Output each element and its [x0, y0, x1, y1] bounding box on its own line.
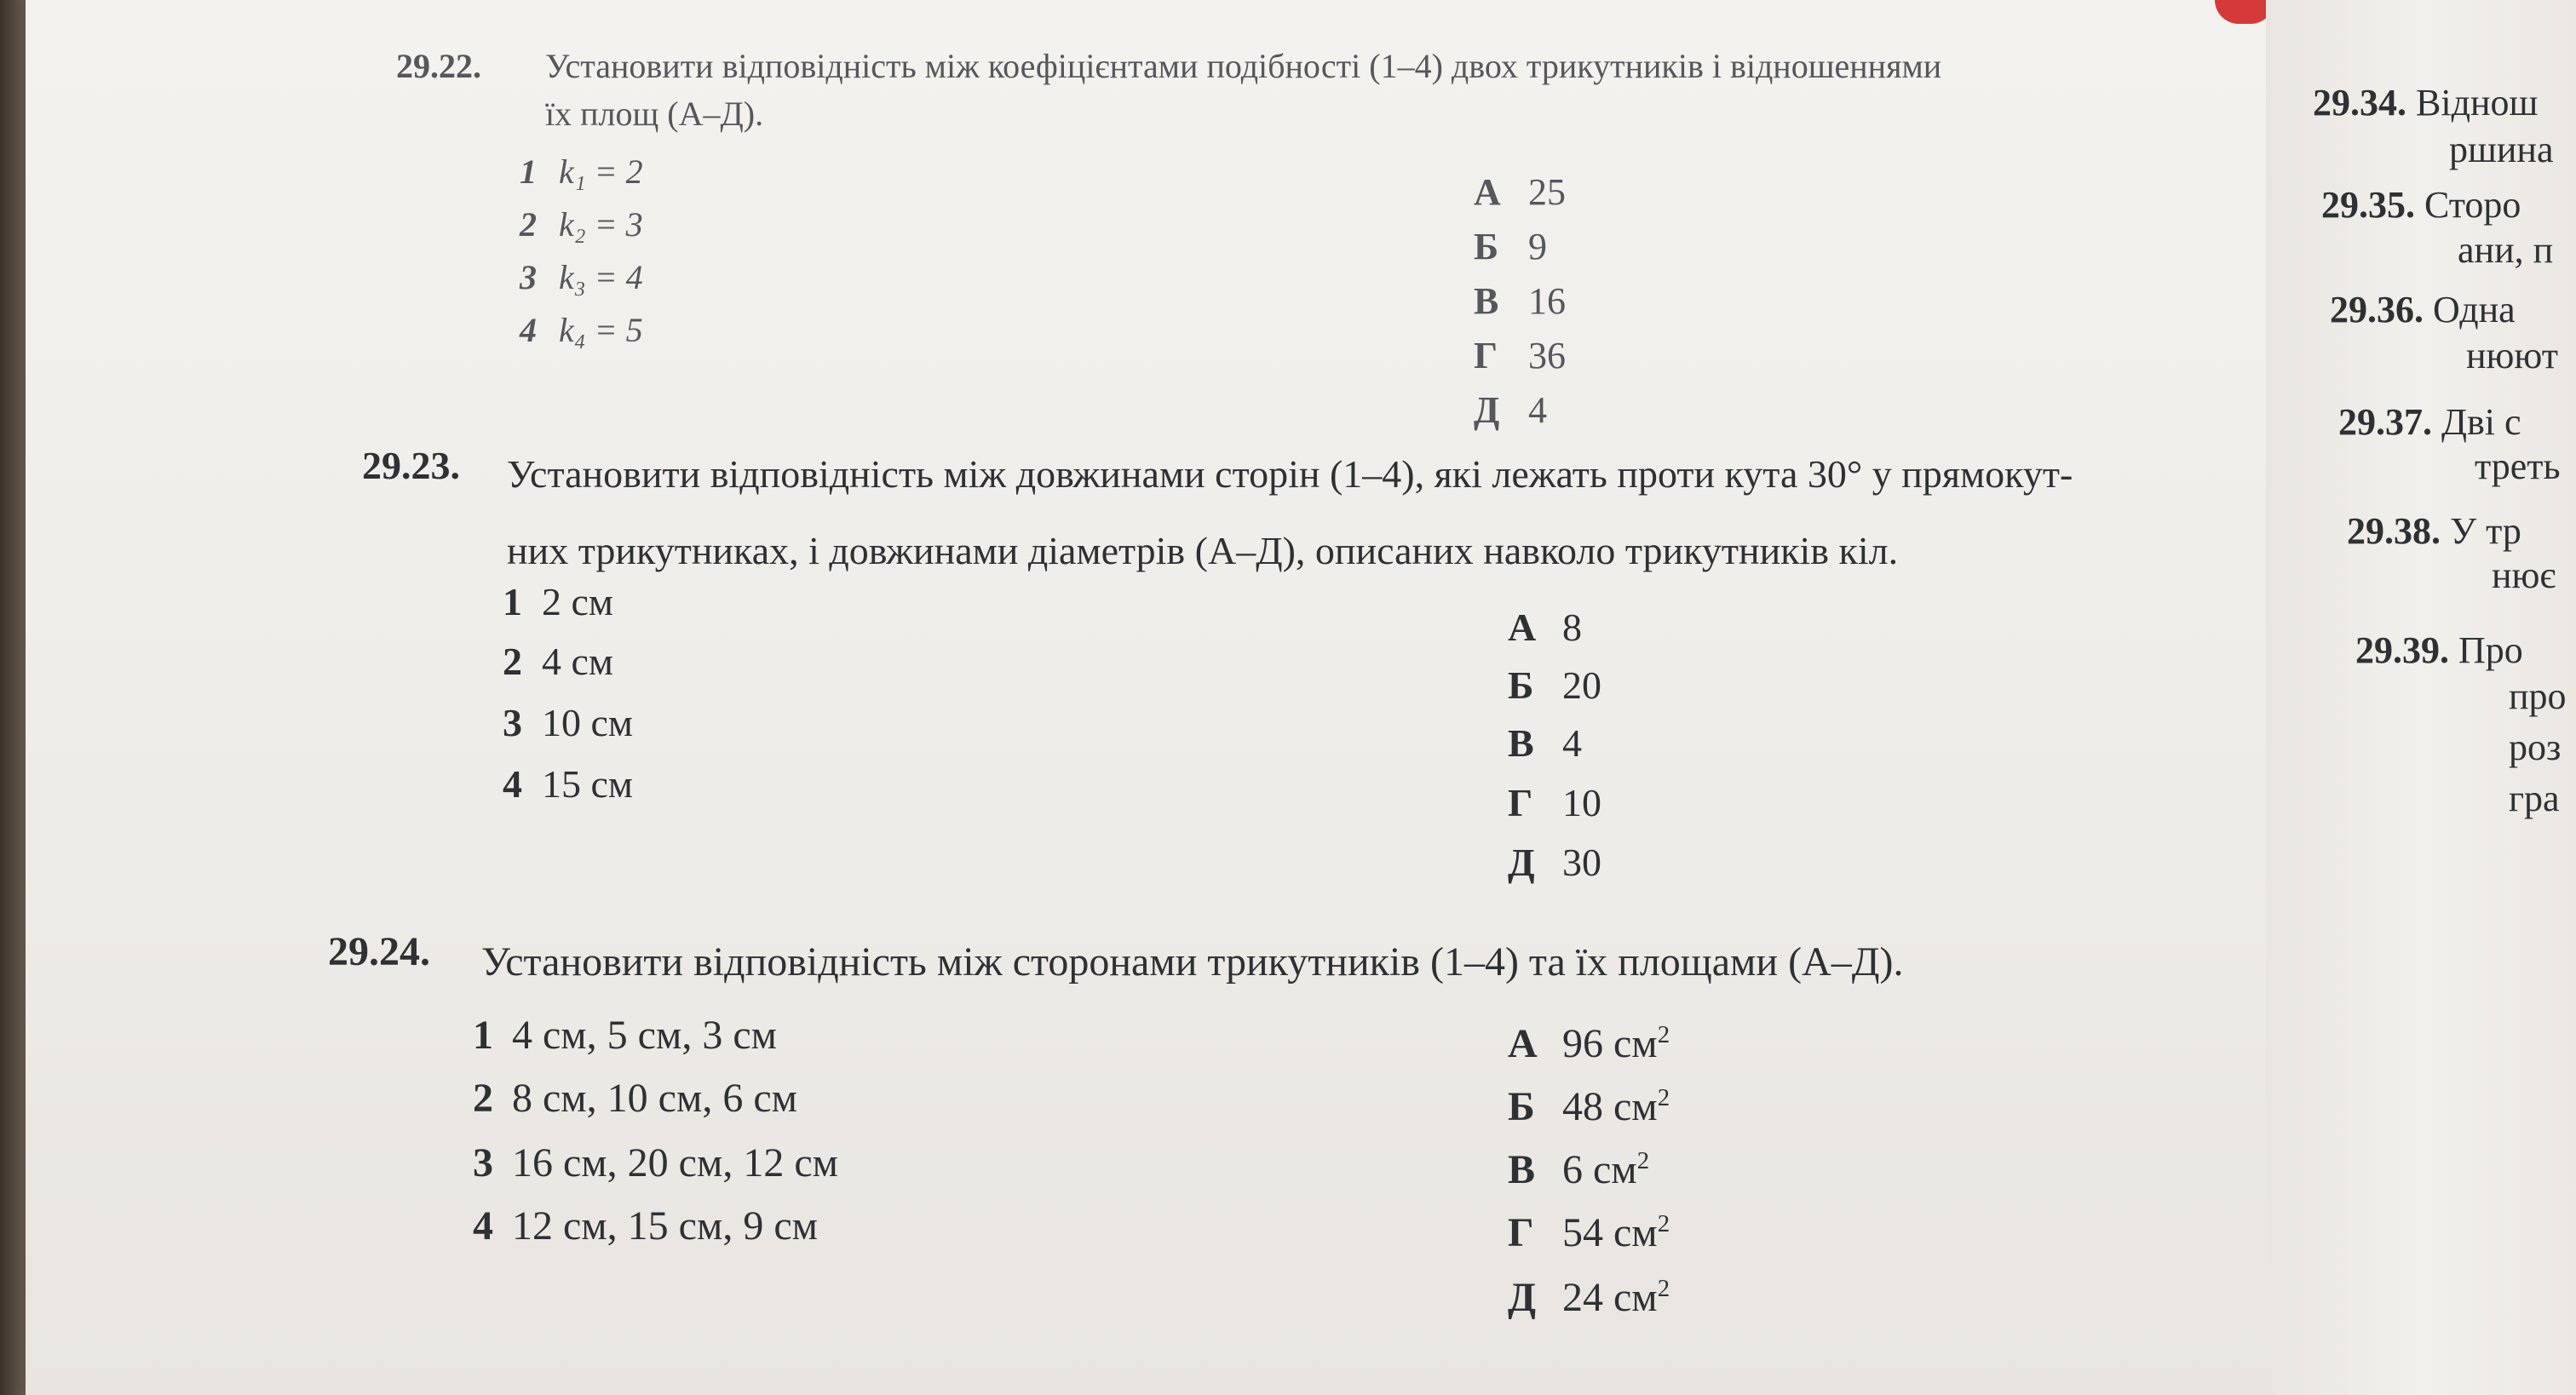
side-problem-text: ршина: [2449, 129, 2554, 170]
facing-page: [2266, 0, 2576, 1395]
side-problem: 29.37. Дві с: [2338, 401, 2521, 443]
answer-option: А 96 $см^2$: [1508, 1021, 1670, 1066]
side-problem: 29.36. Одна: [2330, 289, 2516, 330]
problem-number: 29.23.: [362, 444, 460, 487]
problem-number: 29.22.: [396, 47, 481, 85]
answer-option: В 6 $см^2$: [1508, 1147, 1650, 1192]
answer-option: В 16: [1474, 280, 1566, 322]
list-item: 2 k₂ = 3: [520, 205, 643, 244]
answer-option: Б 48 $см^2$: [1508, 1084, 1670, 1129]
problem-number: 29.24.: [328, 929, 430, 974]
side-problem-text: нюют: [2466, 335, 2558, 376]
side-problem-text: роз: [2509, 726, 2562, 768]
list-item: 3 16 см, 20 см, 12 см: [473, 1140, 839, 1185]
side-problem-text: ани, п: [2458, 229, 2554, 271]
answer-option: Б 20: [1508, 663, 1601, 707]
problem-text: їх площ (А–Д).: [545, 95, 764, 133]
list-item: 1 4 см, 5 см, 3 см: [473, 1013, 778, 1058]
list-item: 2 8 см, 10 см, 6 см: [473, 1076, 798, 1121]
problem-text: них трикутниках, і довжинами діаметрів (А–Д), описаних навколо трикутників кіл.: [507, 529, 1899, 572]
side-problem-text: нює: [2492, 554, 2556, 596]
list-item: 3 10 см: [503, 701, 634, 744]
side-problem-text: треть: [2475, 445, 2561, 487]
textbook-page: [26, 0, 2291, 1395]
answer-option: Д 4: [1474, 389, 1547, 431]
side-problem-text: про: [2509, 675, 2567, 717]
answer-option: Б 9: [1474, 226, 1547, 267]
problem-text: Установити відповідність між довжинами сторін (1–4), які лежать проти кута 30° у прямокут-: [507, 452, 2073, 496]
answer-option: Г 54 $см^2$: [1508, 1210, 1670, 1255]
problem-text: Установити відповідність між коефіцієнтами подібності (1–4) двох трикутників і відношеннями: [545, 47, 1942, 85]
list-item: 1 2 см: [503, 580, 614, 623]
problem-text: Установити відповідність між сторонами трикутників (1–4) та їх площами (А–Д).: [481, 939, 1904, 985]
side-problem: 29.35. Сторо: [2321, 184, 2521, 226]
side-problem: 29.34. Віднош: [2313, 82, 2539, 123]
answer-option: Г 36: [1474, 335, 1566, 376]
book-binding-shadow: [0, 0, 26, 1395]
list-item: 3 k₃ = 4: [520, 258, 643, 296]
side-problem: 29.38. У тр: [2347, 510, 2521, 552]
list-item: 2 4 см: [503, 640, 614, 683]
answer-option: Д 24 $см^2$: [1508, 1275, 1670, 1320]
answer-option: В 4: [1508, 721, 1582, 765]
answer-option: Д 30: [1508, 841, 1601, 884]
side-problem: 29.39. Про: [2355, 629, 2523, 671]
list-item: 4 15 см: [503, 762, 634, 806]
answer-option: А 25: [1474, 171, 1566, 213]
list-item: 4 12 см, 15 см, 9 см: [473, 1203, 819, 1249]
list-item: 4 k₄ = 5: [520, 311, 643, 349]
answer-option: Г 10: [1508, 781, 1601, 824]
list-item: 1 k₁ = 2: [520, 152, 643, 191]
side-problem-text: гра: [2509, 778, 2560, 819]
answer-option: А 8: [1508, 606, 1582, 649]
